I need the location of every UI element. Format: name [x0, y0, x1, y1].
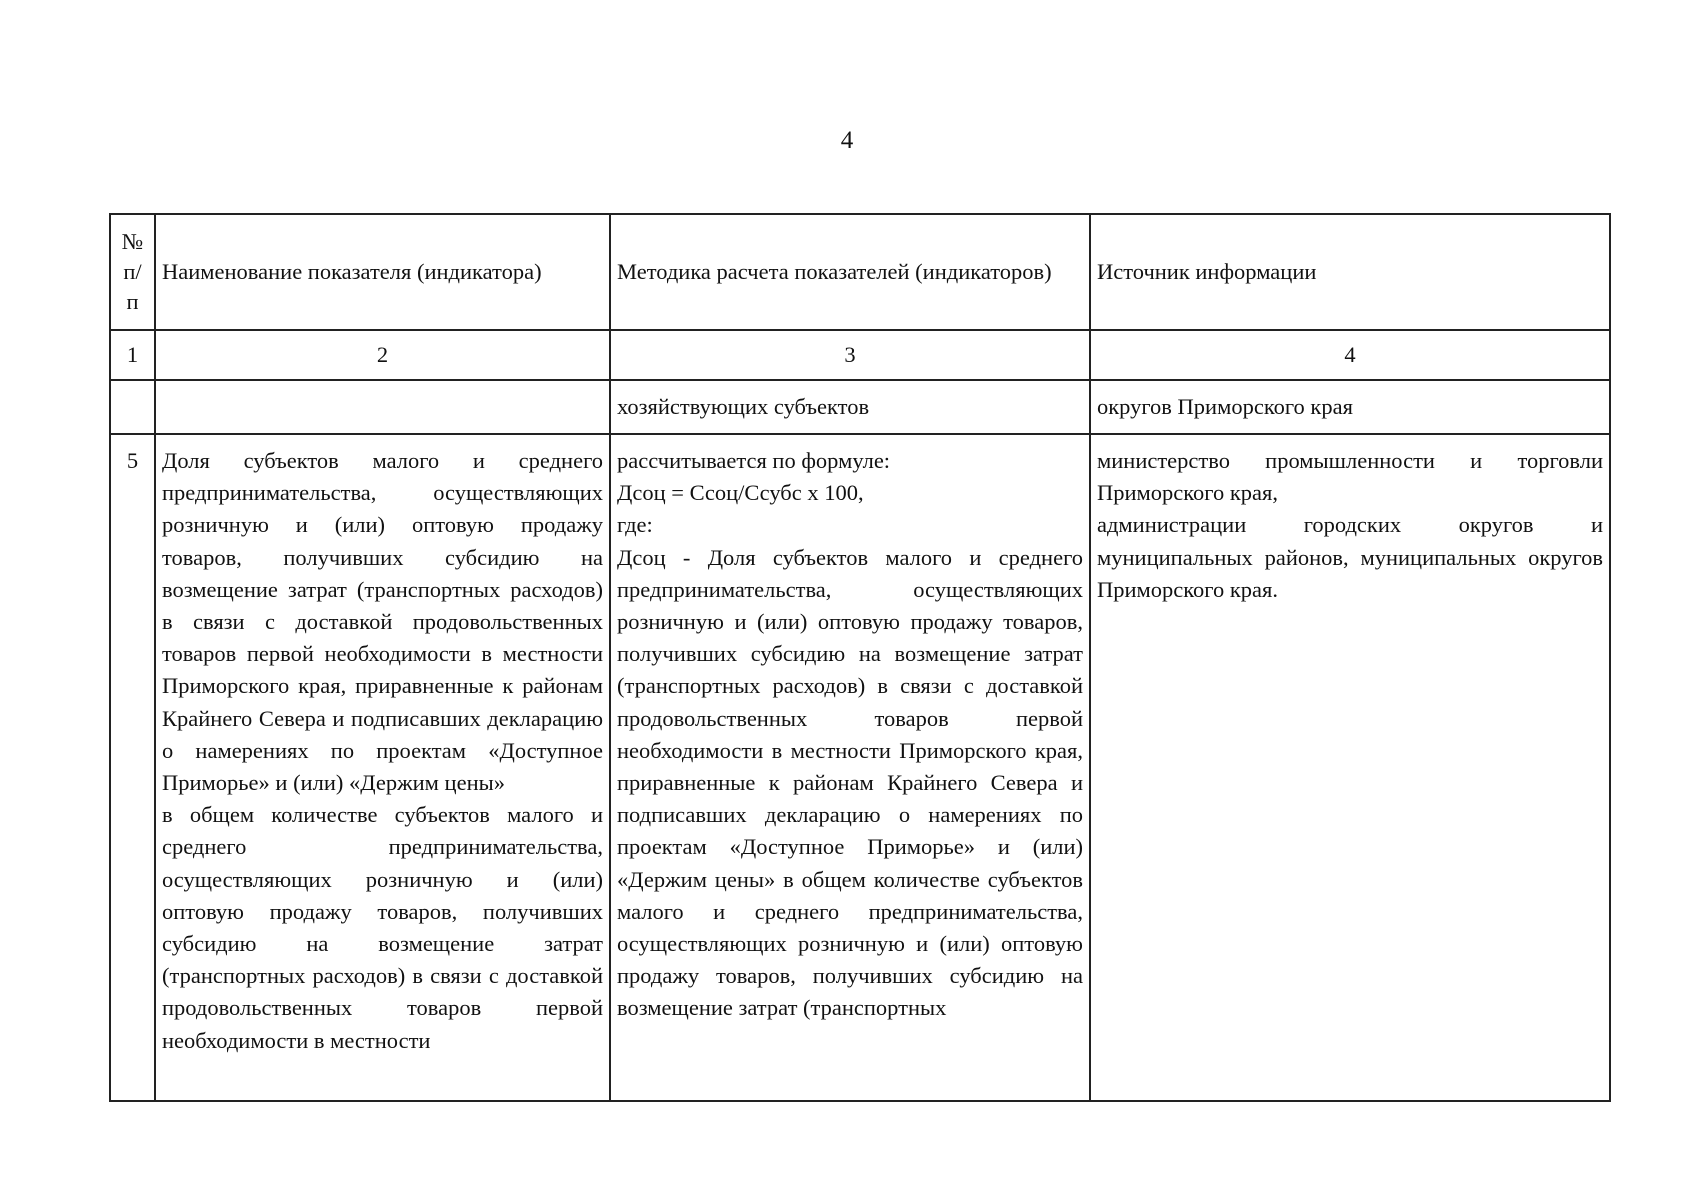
column-number: 2 — [155, 330, 610, 380]
indicator-name-text-continued: в общем количестве субъектов малого и среднего предпринимательства, осуществляющих розничную и (или) оптовую продажу товаров, получивших субсидию на возмещение затрат (транспортных расходов) в связи с доставкой продовольственных товаров первой необходимости в местности — [162, 802, 603, 1053]
header-number-line: п/ — [123, 259, 142, 284]
table-header-row — [110, 214, 1610, 330]
information-source-cell — [1090, 434, 1610, 1101]
continuation-number-cell — [110, 380, 155, 434]
continuation-method-cell: хозяйствующих субъектов — [610, 380, 1090, 434]
column-number: 4 — [1090, 330, 1610, 380]
column-number: 3 — [610, 330, 1090, 380]
source-ministry: министерство промышленности и торговли Приморского края, — [1097, 448, 1603, 506]
header-calculation-method: Методика расчета показателей (индикаторов) — [610, 214, 1090, 330]
row-number: 5 — [110, 434, 155, 1101]
header-number-line: № — [121, 229, 144, 254]
continuation-row — [110, 380, 1610, 434]
column-number: 1 — [110, 330, 155, 380]
indicator-name-cell — [155, 434, 610, 1101]
header-number-cell — [110, 214, 155, 330]
method-where: где: — [617, 512, 653, 538]
indicator-name-text: Доля субъектов малого и среднего предпринимательства, осуществляющих розничную и (или) оптовую продажу товаров, получивших субсидию на возмещение затрат (транспортных расходов) в связи с доставкой продовольственных товаров первой необходимости в местности Приморского края, приравненные к районам Крайнего Севера и подписавших декларацию о намерениях по проектам «Доступное Приморье» и (или) «Держим цены» — [162, 448, 603, 796]
method-intro: рассчитывается по формуле: — [617, 448, 891, 473]
continuation-source-cell: округов Приморского края — [1090, 380, 1610, 434]
method-formula: Дсоц = Ссоц/Ссубс х 100, — [617, 480, 864, 506]
header-information-source: Источник информации — [1090, 214, 1610, 330]
method-description: Дсоц - Доля субъектов малого и среднего предпринимательства, осуществляющих розничную и (или) оптовую продажу товаров, получивших субсидию на возмещение затрат (транспортных расходов) в связи с доставкой продовольственных товаров первой необходимости в местности Приморского края, приравненные к районам Крайнего Севера и подписавших декларацию о намерениях по проектам «Доступное Приморье» и (или) «Держим цены» в общем количестве субъектов малого и среднего предпринимательства, осуществляющих розничную и (или) оптовую продажу товаров, получивших субсидию на возмещение затрат (транспортных — [617, 544, 1083, 1021]
calculation-method-cell — [610, 434, 1090, 1101]
column-numbers-row — [110, 330, 1610, 380]
header-indicator-name: Наименование показателя (индикатора) — [155, 214, 610, 330]
table-row — [110, 434, 1610, 1101]
continuation-name-cell — [155, 380, 610, 434]
page-number: 4 — [840, 127, 854, 154]
source-administrations: администрации городских округов и муниципальных районов, муниципальных округов Приморского края. — [1097, 512, 1603, 602]
header-number-line: п — [126, 289, 139, 314]
indicators-table — [109, 213, 1611, 1102]
